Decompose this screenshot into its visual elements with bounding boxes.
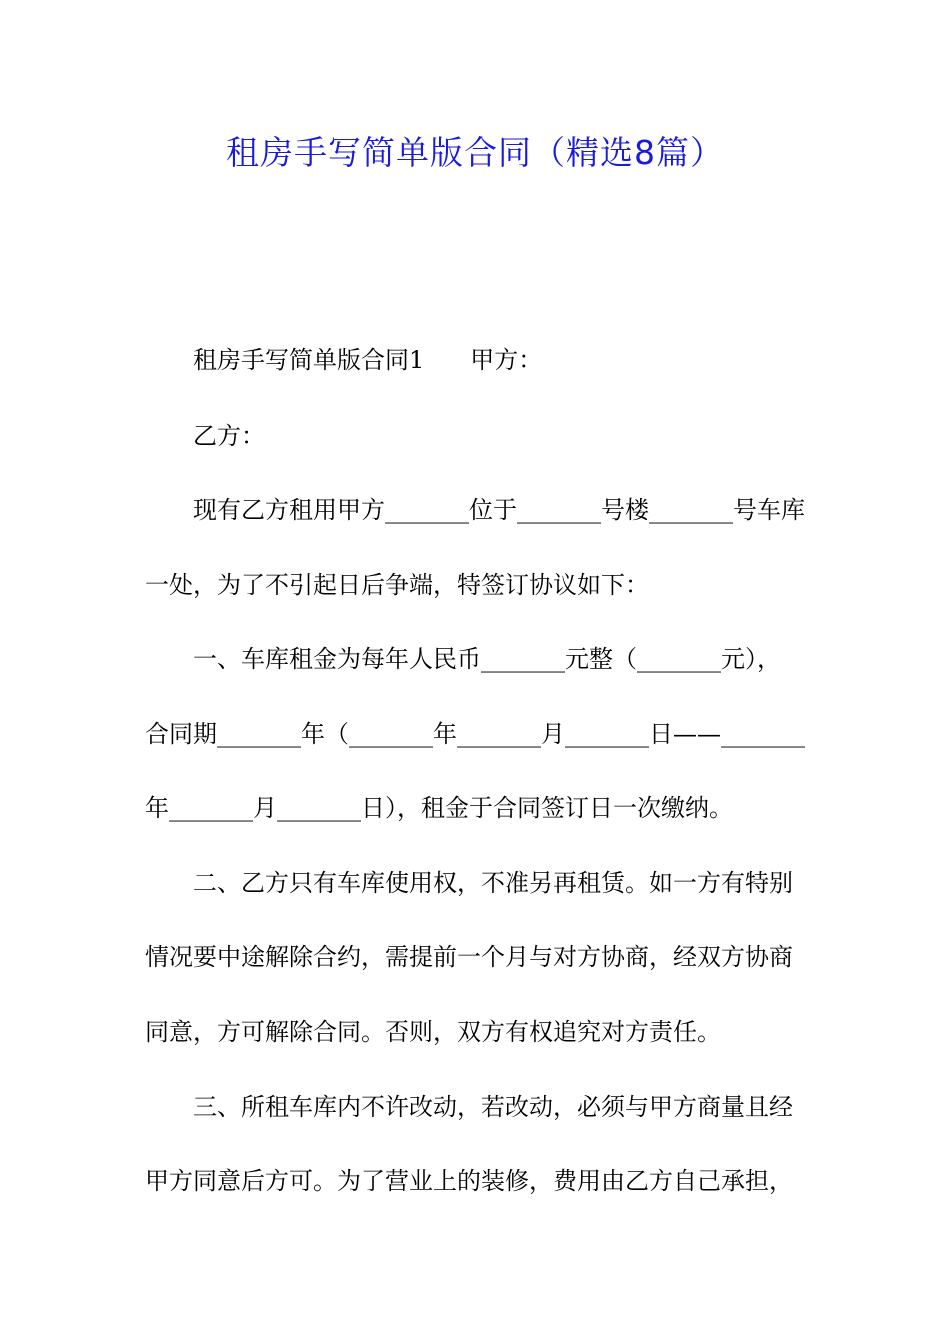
document-title: 租房手写简单版合同（精选8篇） <box>226 133 724 172</box>
party-b-label: 乙方： <box>193 422 265 450</box>
party-a-label: 甲方： <box>470 346 543 374</box>
clause-3-line: 三、所租车库内不许改动，若改动，必须与甲方商量且经 <box>193 1093 793 1121</box>
clause-2-line: 情况要中途解除合约，需提前一个月与对方协商，经双方协商 <box>145 943 793 971</box>
paragraph-line: 现有乙方租用甲方_______位于_______号楼_______号车库 <box>193 496 805 524</box>
contract-number-label: 租房手写简单版合同1 <box>193 346 425 374</box>
clause-2-line: 二、乙方只有车库使用权，不准另再租赁。如一方有特别 <box>193 869 793 897</box>
clause-3-line: 甲方同意后方可。为了营业上的装修，费用由乙方自己承担， <box>145 1167 793 1195</box>
contract-heading-line <box>193 342 542 378</box>
clause-1-line: 一、车库租金为每年人民币_______元整（_______元）， <box>193 645 781 673</box>
clause-1-line: 年_______月_______日），租金于合同签订日一次缴纳。 <box>145 794 733 822</box>
paragraph-line: 一处，为了不引起日后争端，特签订协议如下： <box>145 571 649 599</box>
clause-2-line: 同意，方可解除合同。否则，双方有权追究对方责任。 <box>145 1018 721 1046</box>
clause-1-line: 合同期_______年（_______年_______月_______日——_______ <box>145 720 805 748</box>
